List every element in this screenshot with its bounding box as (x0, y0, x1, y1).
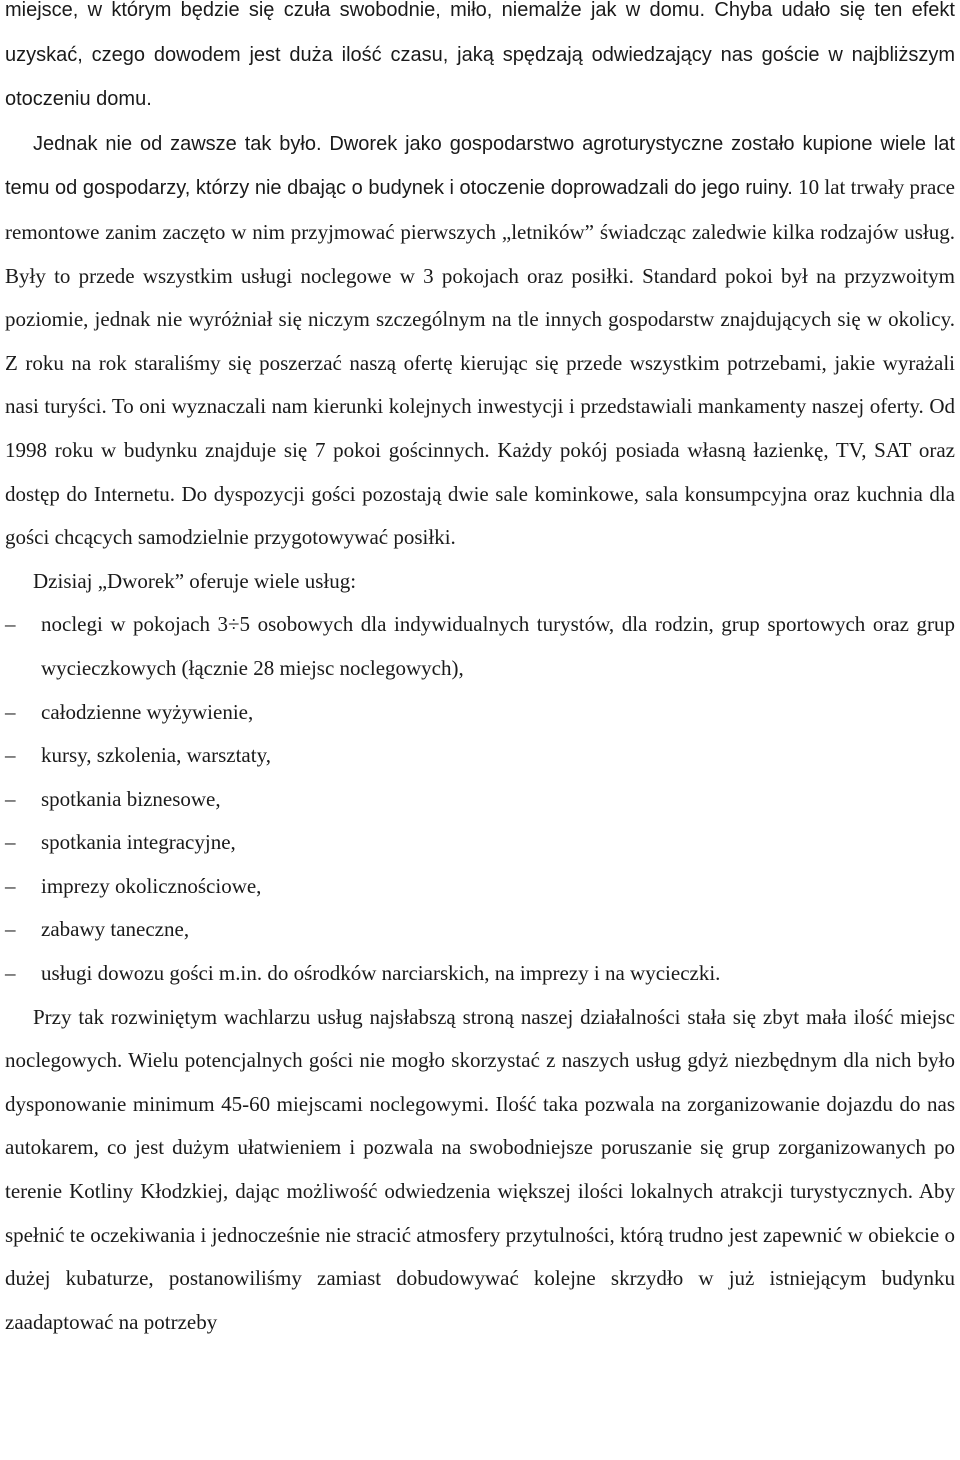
paragraph-services-intro: Dzisiaj „Dworek” oferuje wiele usług: (33, 568, 357, 593)
list-item (5, 952, 955, 996)
document-page (5, 0, 955, 1344)
list-item (5, 778, 955, 822)
list-item-text: spotkania biznesowe, (41, 786, 221, 811)
list-item (5, 603, 955, 690)
list-item-text: usługi dowozu gości m.in. do ośrodków narciarskich, na imprezy i na wycieczki. (41, 961, 721, 986)
list-dash: – (5, 830, 16, 855)
list-dash: – (5, 917, 16, 942)
list-item-text: kursy, szkolenia, warsztaty, (41, 743, 271, 768)
paragraph-intro-text: miejsce, w którym będzie się czuła swobodnie, miło, niemalże jak w domu. Chyba udało się ten efekt uzyskać, czego dowodem jest duża ilość czasu, jaką spędzają odwiedzający nas goście w najbliższym otoczeniu domu. (5, 0, 955, 111)
list-dash: – (5, 786, 16, 811)
list-item (5, 908, 955, 952)
list-dash: – (5, 873, 16, 898)
list-dash: – (5, 961, 16, 986)
list-item-text: imprezy okolicznościowe, (41, 873, 262, 898)
list-dash: – (5, 612, 16, 637)
services-list (5, 603, 955, 995)
list-item-text: spotkania integracyjne, (41, 830, 236, 855)
paragraph-expansion: Przy tak rozwiniętym wachlarzu usług najsłabszą stroną naszej działalności stała się zbyt mała ilość miejsc noclegowych. Wielu potencjalnych gości nie mogło skorzystać z naszych usług gdyż niezbędnym dla nich było dysponowanie minimum 45-60 miejscami noclegowymi. Ilość taka pozwala na zorganizowanie dojazdu do nas autokarem, co jest dużym ułatwieniem i pozwala na swobodniejsze poruszanie się grup zorganizowanych po terenie Kotliny Kłodzkiej, dając możliwość odwiedzenia większej ilości lokalnych atrakcji turystycznych. Aby spełnić te oczekiwania i jednocześnie nie stracić atmosfery przytulności, którą trudno jest zapewnić w obiekcie o dużej kubaturze, postanowiliśmy zamiast dobudowywać kolejne skrzydło w już istniejącym budynku zaadaptować na potrzeby (5, 1004, 955, 1334)
list-item-text: noclegi w pokojach 3÷5 osobowych dla indywidualnych turystów, dla rodzin, grup sportowych oraz grup wycieczkowych (łącznie 28 miejsc noclegowych), (41, 612, 955, 680)
list-item (5, 734, 955, 778)
list-item (5, 821, 955, 865)
paragraph-history-serif-text: 10 lat trwały prace remontowe zanim zaczęto w nim przyjmować pierwszych „letników” świadcząc zaledwie kilka rodzajów usług. Były to przede wszystkim usługi noclegowe w 3 pokojach oraz posiłki. Standard pokoi był na przyzwoitym poziomie, jednak nie wyróżniał się niczym szczególnym na tle innych gospodarstw znajdujących się w okolicy. Z roku na rok staraliśmy się poszerzać naszą ofertę kierując się przede wszystkim potrzebami, jakie wyrażali nasi turyści. To oni wyznaczali nam kierunki kolejnych inwestycji i przedstawiali mankamenty naszej oferty. Od 1998 roku w budynku znajduje się 7 pokoi gościnnych. Każdy pokój posiada własną łazienkę, TV, SAT oraz dostęp do Internetu. Do dyspozycji gości pozostają dwie sale kominkowe, sala konsumpcyjna oraz kuchnia dla gości chcących samodzielnie przygotowywać posiłki. (5, 175, 956, 550)
list-item (5, 865, 955, 909)
list-item-text: zabawy taneczne, (41, 917, 190, 942)
paragraph-intro (5, 0, 955, 122)
list-item (5, 691, 955, 735)
paragraph-history (5, 122, 955, 560)
list-dash: – (5, 743, 16, 768)
list-item-text: całodzienne wyżywienie, (41, 699, 254, 724)
paragraph-history-sans-text: Jednak nie od zawsze tak było. Dworek jako gospodarstwo agroturystyczne zostało kupione wiele lat temu od gospodarzy, którzy nie dbając o budynek i otoczenie doprowadzali do jego ruiny. (5, 132, 955, 200)
list-dash: – (5, 699, 16, 724)
